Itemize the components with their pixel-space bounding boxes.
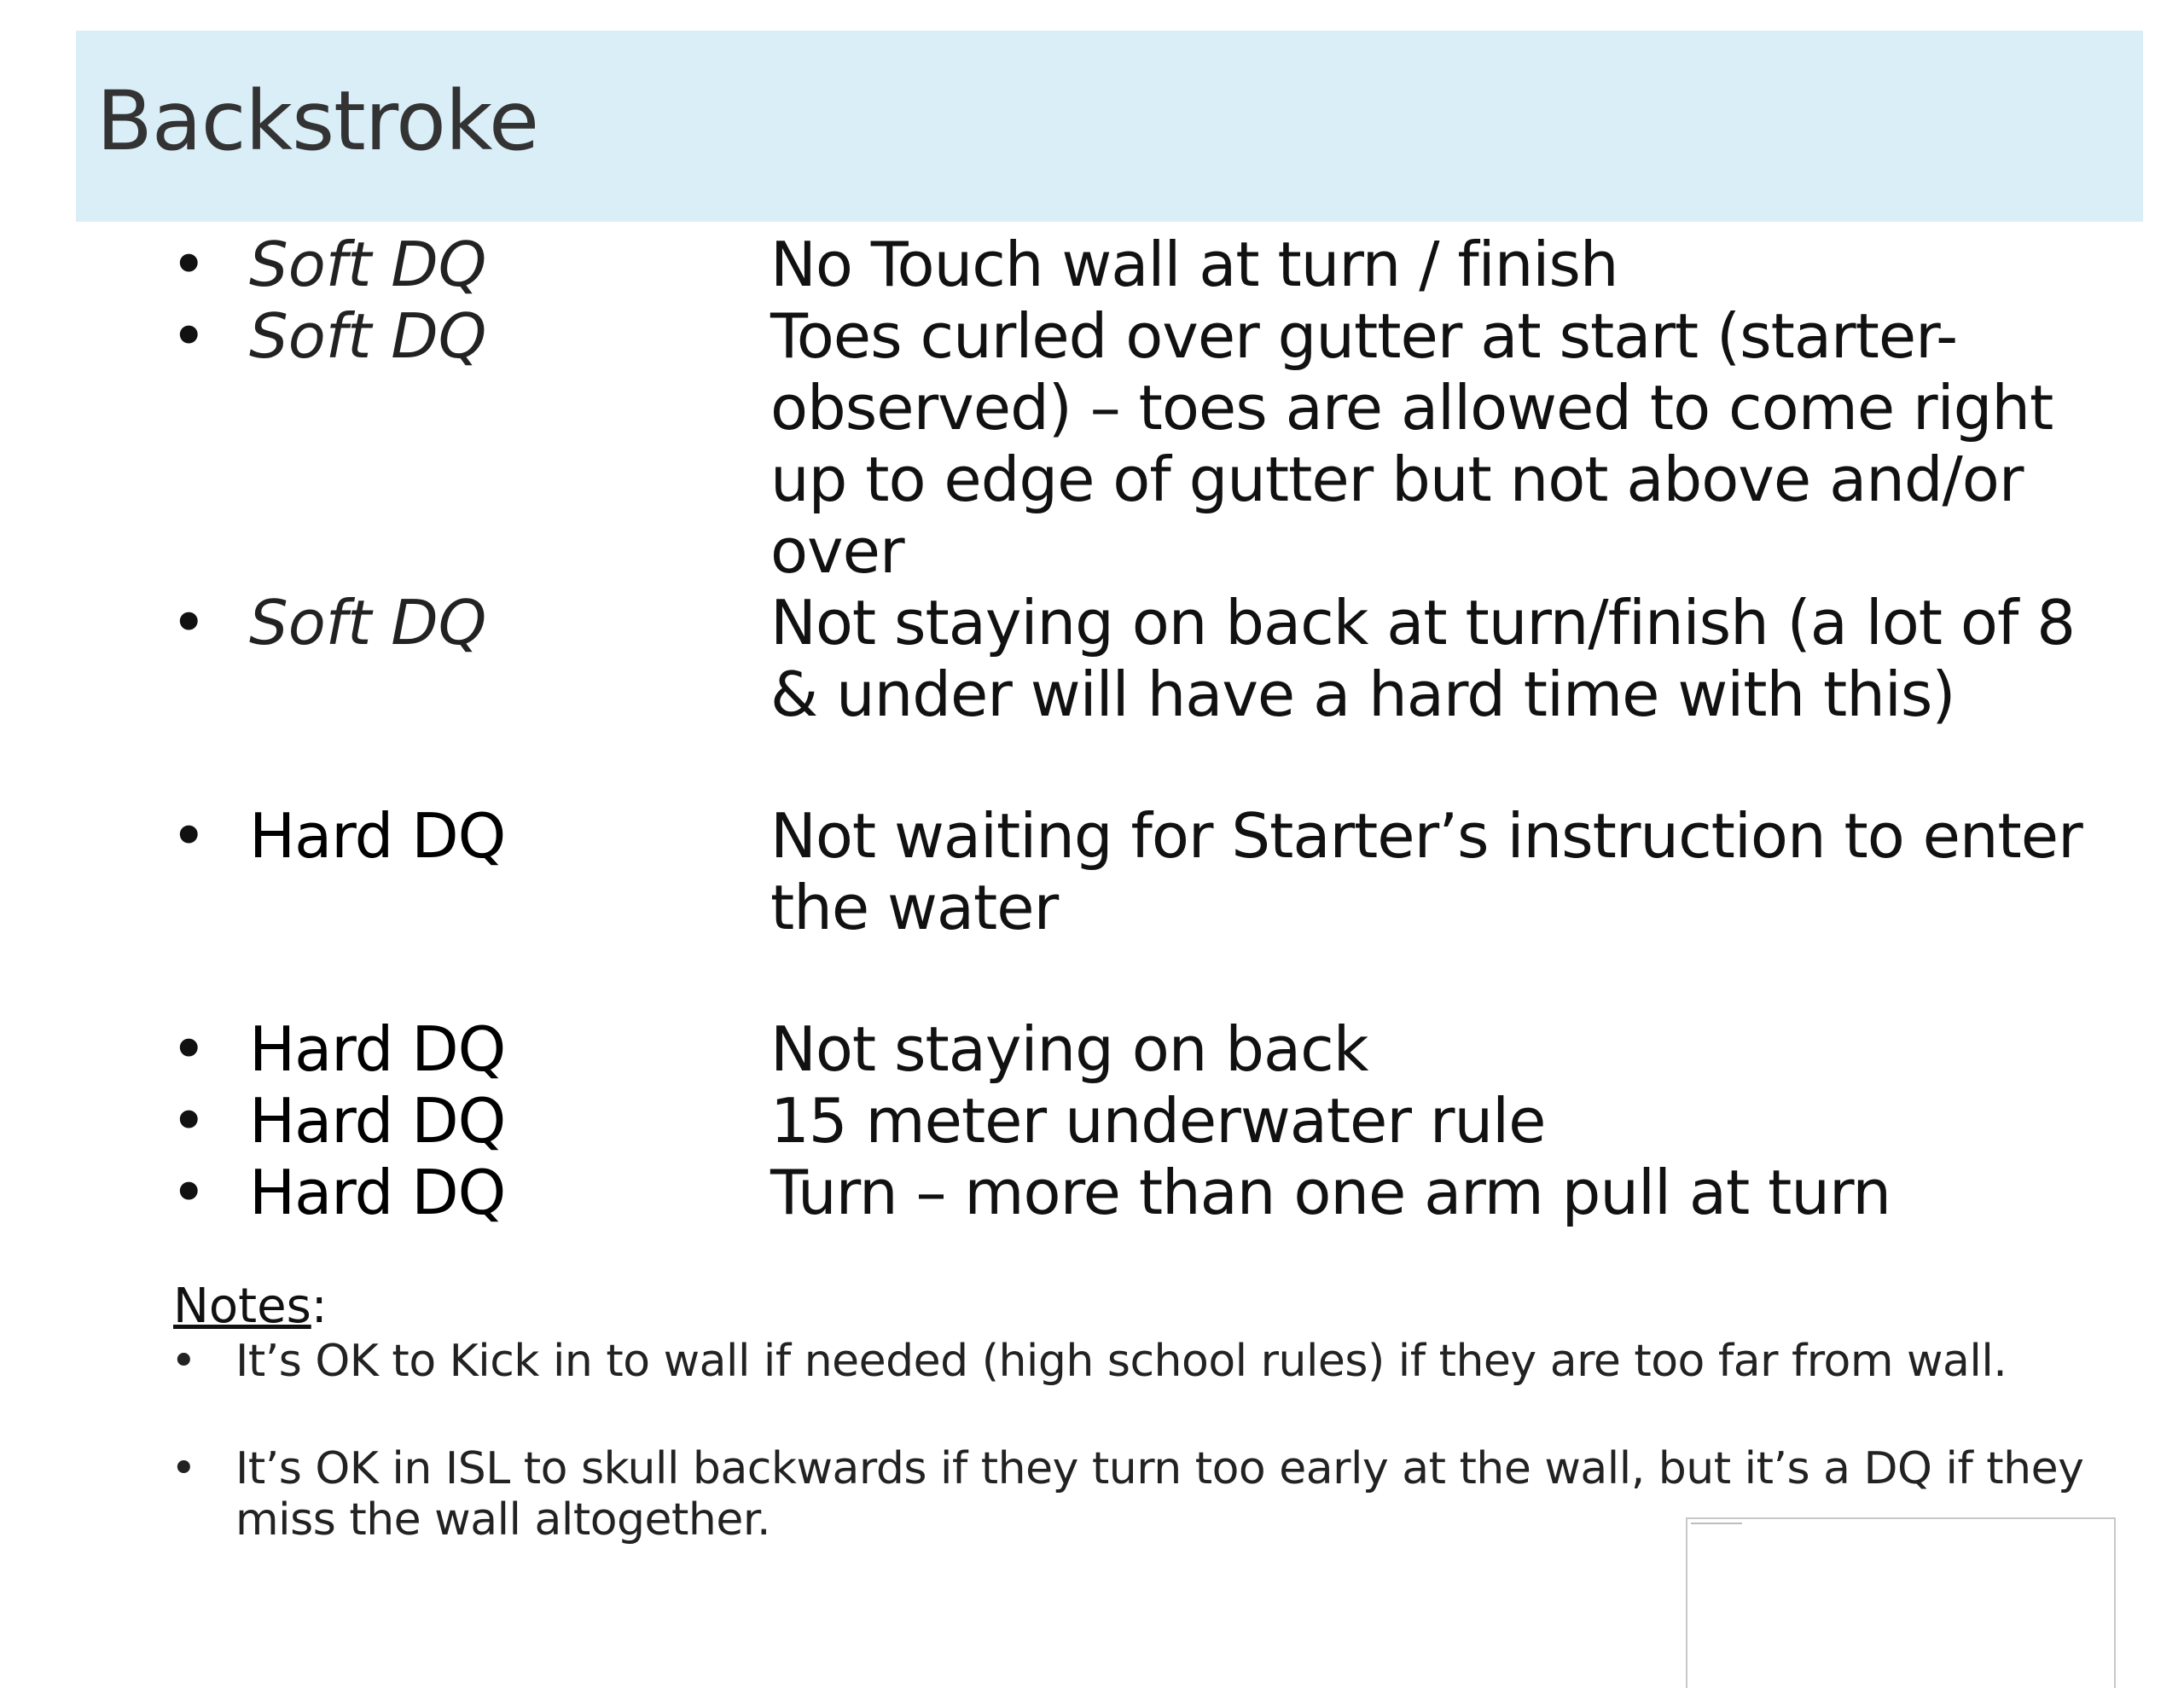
rule-kind: Soft DQ xyxy=(249,229,487,300)
rule-description: No Touch wall at turn / finish xyxy=(770,229,1618,300)
notes-heading-text: Notes xyxy=(173,1279,311,1334)
bullet-icon: • xyxy=(171,587,207,658)
rule-description: Toes curled over gutter at start (starter-observed) – toes are allowed to come right up to edge of gutter but not above and/or over xyxy=(770,300,2053,587)
rule-description: 15 meter underwater rule xyxy=(770,1085,1546,1157)
slide-thumbnail xyxy=(1686,1517,2116,1688)
thumbnail-mark xyxy=(1691,1523,1742,1529)
rule-description: Not staying on back at turn/finish (a lot of 8 & under will have a hard time with this) xyxy=(770,587,2075,730)
notes-heading xyxy=(173,1279,328,1334)
note-text: It’s OK in ISL to skull backwards if they turn too early at the wall, but it’s a DQ if they miss the wall altogether. xyxy=(235,1443,2084,1546)
rule-description: Not waiting for Starter’s instruction to enter the water xyxy=(770,800,2082,943)
title-band xyxy=(76,31,2143,222)
bullet-icon: • xyxy=(171,1085,207,1157)
rule-kind: Hard DQ xyxy=(249,1157,506,1228)
bullet-icon: • xyxy=(171,1336,197,1387)
rule-kind: Hard DQ xyxy=(249,1013,506,1085)
note-text: It’s OK to Kick in to wall if needed (high school rules) if they are too far from wall. xyxy=(235,1336,2007,1387)
rule-description: Not staying on back xyxy=(770,1013,1368,1085)
bullet-icon: • xyxy=(171,800,207,872)
bullet-icon: • xyxy=(171,229,207,300)
rule-kind: Soft DQ xyxy=(249,300,487,372)
rule-kind: Hard DQ xyxy=(249,1085,506,1157)
rule-kind: Hard DQ xyxy=(249,800,506,872)
bullet-icon: • xyxy=(171,300,207,372)
rule-kind: Soft DQ xyxy=(249,587,487,658)
notes-heading-colon: : xyxy=(311,1279,328,1334)
bullet-icon: • xyxy=(171,1157,207,1228)
bullet-icon: • xyxy=(171,1443,197,1494)
slide-title: Backstroke xyxy=(96,73,539,169)
bullet-icon: • xyxy=(171,1013,207,1085)
rule-description: Turn – more than one arm pull at turn xyxy=(770,1157,1891,1228)
